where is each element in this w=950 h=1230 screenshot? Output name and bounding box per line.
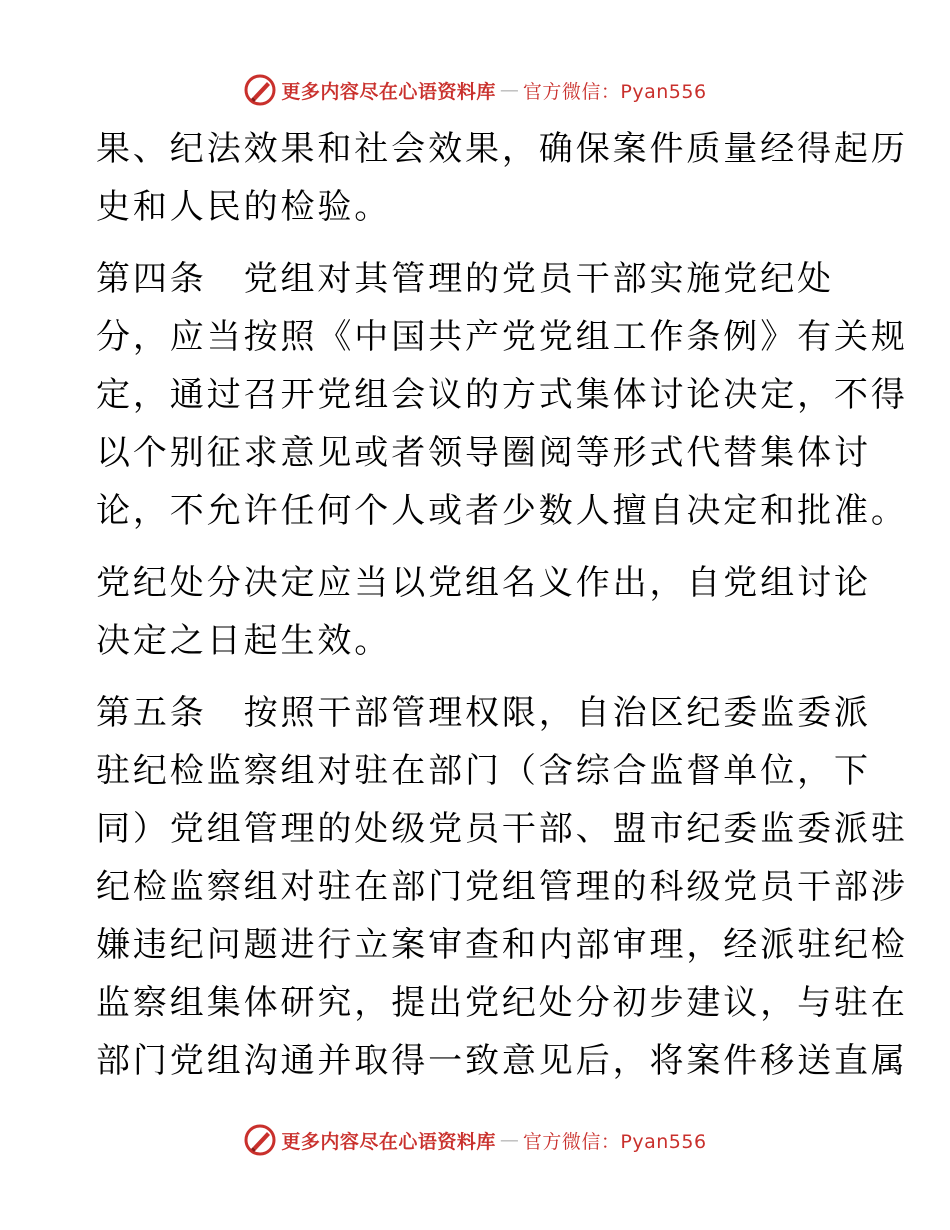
article-5-heading-line: 第五条 按照干部管理权限，自治区纪委监委派 xyxy=(96,693,871,733)
text-line: 史和人民的检验。 xyxy=(96,187,392,227)
document-body xyxy=(96,120,908,1090)
watermark-contact: 官方微信：Pyan556 xyxy=(522,80,707,103)
text-line: 监察组集体研究，提出党纪处分初步建议，与驻在 xyxy=(96,983,908,1023)
text-line: 同）党组管理的处级党员干部、盟市纪委监委派驻 xyxy=(96,809,908,849)
article-4-heading-line: 第四条 党组对其管理的党员干部实施党纪处 xyxy=(96,259,834,299)
text-line: 定，通过召开党组会议的方式集体讨论决定，不得 xyxy=(96,375,908,415)
text-line: 果、纪法效果和社会效果，确保案件质量经得起历 xyxy=(96,129,908,169)
text-line: 分，应当按照《中国共产党党组工作条例》有关规 xyxy=(96,317,908,357)
watermark-contact: 官方微信：Pyan556 xyxy=(522,1130,707,1153)
text-line: 论，不允许任何个人或者少数人擅自决定和批准。 xyxy=(96,491,908,531)
text-line: 党纪处分决定应当以党组名义作出，自党组讨论 xyxy=(96,563,871,603)
watermark-separator: — xyxy=(499,79,519,101)
text-line: 决定之日起生效。 xyxy=(96,621,392,661)
watermark-bottom xyxy=(0,1122,950,1158)
watermark-text: 更多内容尽在心语资料库 xyxy=(281,1130,496,1153)
text-line: 嫌违纪问题进行立案审查和内部审理，经派驻纪检 xyxy=(96,925,908,965)
logo-icon xyxy=(243,73,277,107)
text-line: 部门党组沟通并取得一致意见后，将案件移送直属 xyxy=(96,1041,908,1081)
watermark-text: 更多内容尽在心语资料库 xyxy=(281,80,496,103)
watermark-separator: — xyxy=(499,1129,519,1151)
text-line: 纪检监察组对驻在部门党组管理的科级党员干部涉 xyxy=(96,867,908,907)
text-line: 以个别征求意见或者领导圈阅等形式代替集体讨 xyxy=(96,433,871,473)
watermark-top xyxy=(0,72,950,108)
text-line: 驻纪检监察组对驻在部门（含综合监督单位，下 xyxy=(96,751,871,791)
logo-icon xyxy=(243,1123,277,1157)
